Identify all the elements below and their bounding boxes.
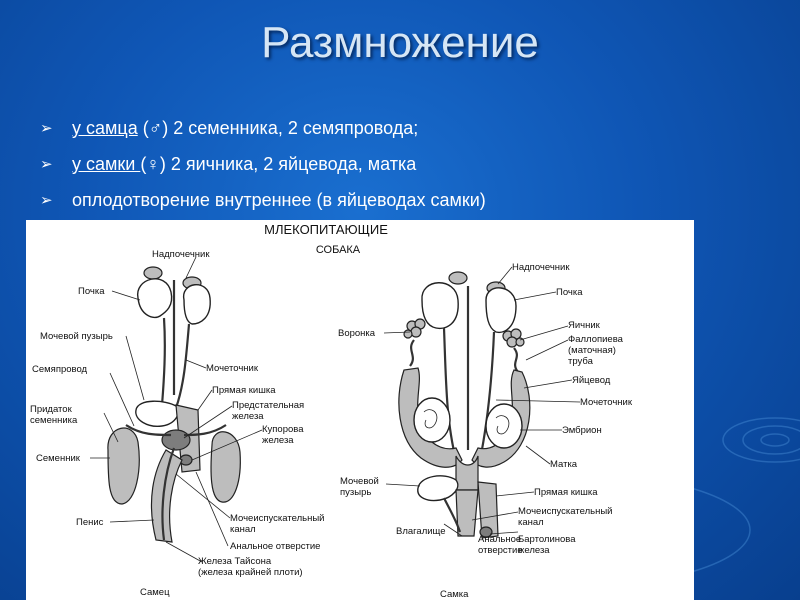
bullet-female-text: (♀) 2 яичника, 2 яйцевода, матка [140,154,417,174]
bullet-arrow-icon: ➢ [40,156,53,173]
male-kidney-left [138,279,172,318]
bullet-fertilization-text: оплодотворение внутреннее (в яйцеводах самки) [72,190,486,210]
male-adrenal-left [144,267,162,279]
female-label-vagina: Влагалище [396,526,446,537]
male-label-tyson-1: Железа Тайсона [198,556,272,567]
female-label-ureter: Мочеточник [580,397,632,408]
female-kidney-right [486,288,516,333]
bullet-male-underlined: у самца [72,118,138,138]
female-label-anus-1: Анальное [478,534,522,545]
female-caption: Самка [440,589,469,600]
female-label-adrenal: Надпочечник [512,262,570,273]
bullet-arrow-icon: ➢ [40,192,53,209]
male-label-bladder: Мочевой пузырь [40,331,113,342]
male-label-ureter: Мочеточник [206,363,258,374]
female-embryo-left [414,398,450,442]
female-kidney-left [422,283,458,329]
female-label-anus-2: отверстие [478,545,523,556]
male-label-testis: Семенник [36,453,80,464]
bullet-female-underlined: у самки [72,154,141,174]
female-label-bladder-1: Мочевой [340,476,379,487]
reproductive-system-figure [26,220,694,600]
male-ureter-left [162,318,165,405]
female-label-uterus: Матка [550,459,578,470]
female-label-bladder-2: пузырь [340,487,372,498]
male-penis [151,450,182,542]
female-label-rectum: Прямая кишка [534,487,598,498]
female-label-bartholin-1: Бартолинова [518,534,576,545]
male-label-prostate-2: железа [232,411,264,422]
female-label-urethra-1: Мочеиспускательный [518,506,613,517]
male-kidney-right [184,285,211,324]
male-prostate [162,430,190,450]
female-ovary-left [404,319,425,338]
male-anatomy [30,249,324,598]
female-label-bartholin-2: железа [518,545,550,556]
female-uterus [456,456,478,490]
bullet-male-text: (♂) 2 семенника, 2 семяпровода; [137,118,419,138]
male-label-rectum: Прямая кишка [212,385,276,396]
male-label-kidney: Почка [78,286,105,297]
female-label-kidney: Почка [556,287,583,298]
male-ureter-right [176,324,189,408]
bullet-arrow-icon: ➢ [40,120,53,137]
male-caption: Самец [140,587,170,598]
female-label-embryo: Эмбрион [562,425,602,436]
male-label-tyson-2: (железа крайней плоти) [198,567,303,578]
female-label-fallopian-3: труба [568,356,593,367]
female-embryo-right [486,404,522,448]
male-testis-left [108,428,139,504]
female-label-fallopian-1: Фаллопиева [568,334,623,345]
female-label-oviduct: Яйцевод [572,375,611,386]
bullet-item-male [40,118,486,154]
anatomy-diagram [26,220,694,600]
female-ovary-right [503,329,524,347]
female-label-fallopian-2: (маточная) [568,345,616,356]
male-bladder [136,401,179,426]
male-label-epididymis-2: семенника [30,415,78,426]
female-oviduct-left [410,340,414,366]
female-adrenal-left [449,272,467,284]
female-label-urethra-2: канал [518,517,544,528]
female-label-funnel: Воронка [338,328,376,339]
male-label-penis: Пенис [76,517,104,528]
figure-heading: МЛЕКОПИТАЮЩИЕ [264,222,388,237]
female-ureter-left [444,328,456,460]
female-bladder [418,476,458,501]
female-oviduct-right [514,348,518,372]
male-label-adrenal: Надпочечник [152,249,210,260]
male-label-cowper-1: Купорова [262,424,304,435]
bullet-item-female [40,154,486,190]
female-label-ovary: Яичник [568,320,600,331]
male-label-urethra-2: канал [230,524,256,535]
male-label-cowper-2: железа [262,435,294,446]
slide-title: Размножение [261,18,539,67]
male-label-anus: Анальное отверстие [230,541,321,552]
bullet-list [40,118,486,226]
figure-subheading: СОБАКА [315,244,361,256]
male-label-vas-deferens: Семяпровод [32,364,88,375]
male-label-epididymis-1: Придаток [30,404,72,415]
male-label-urethra-1: Мочеиспускательный [230,513,325,524]
female-anatomy [338,262,633,600]
male-label-prostate-1: Предстательная [232,400,305,411]
male-testis-right [211,432,240,502]
